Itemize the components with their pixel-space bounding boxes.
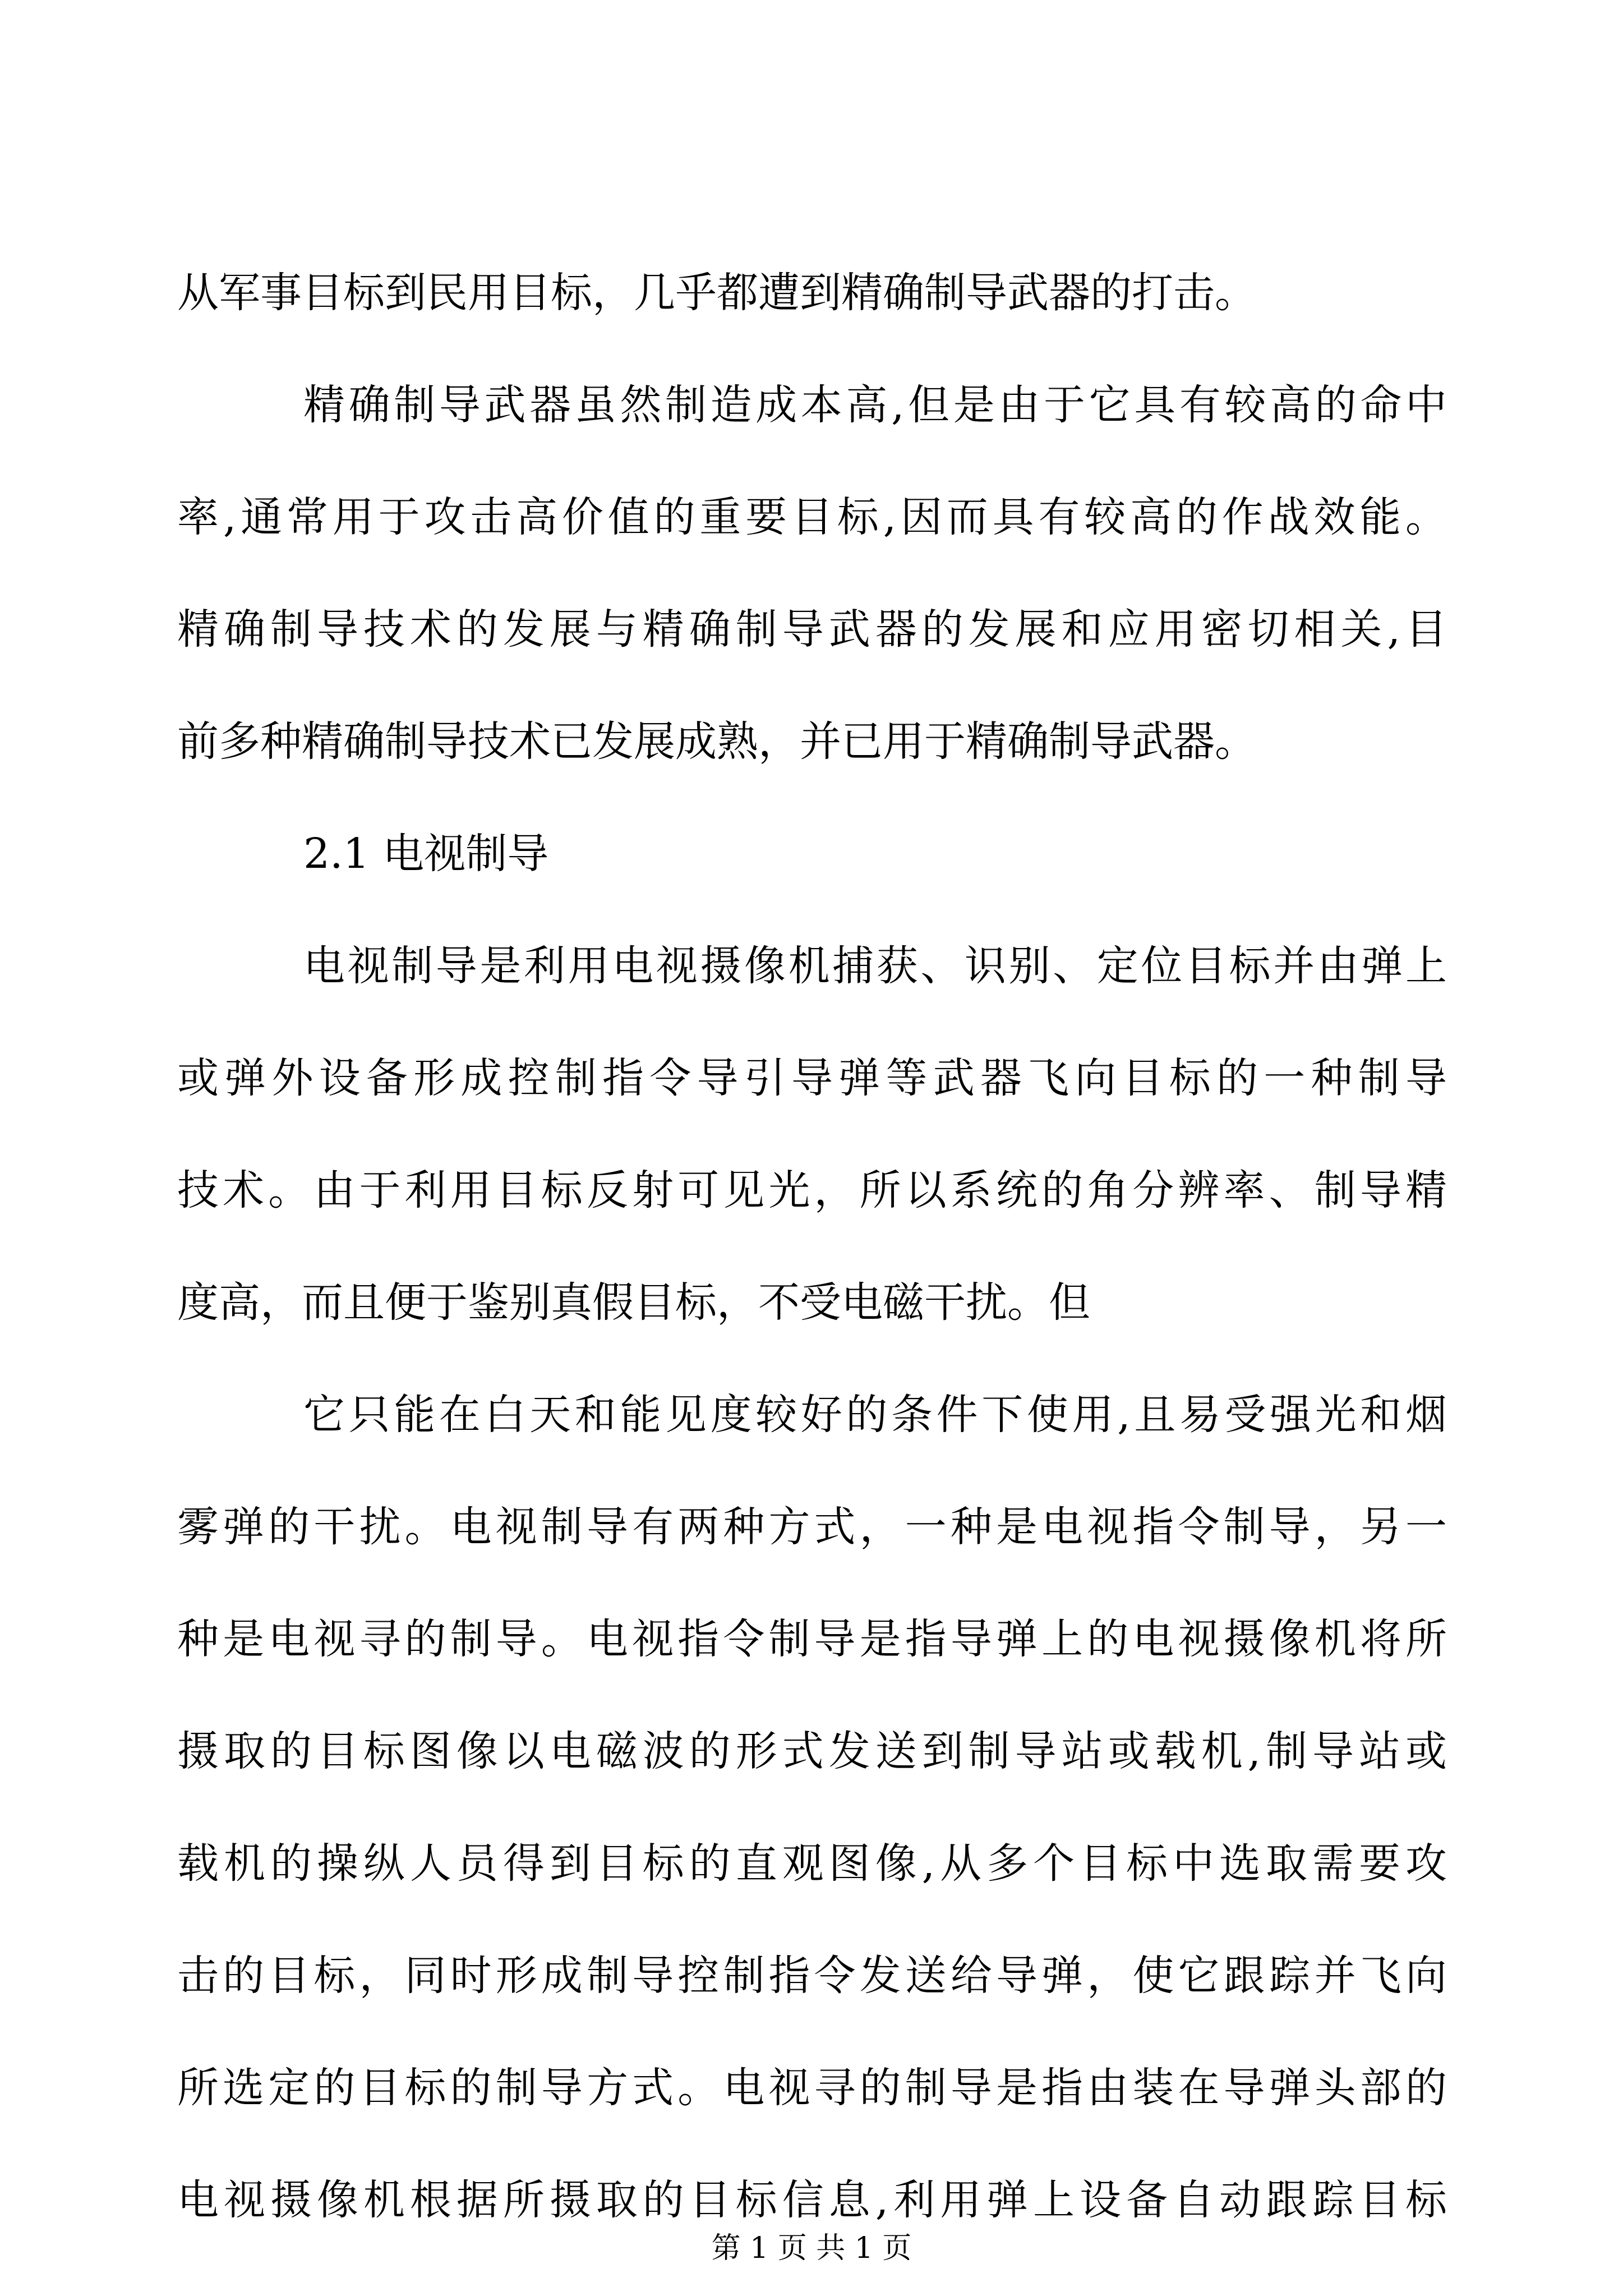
page-footer: 第 1 页 共 1 页 [711, 2231, 912, 2265]
body-text-line: 精确制导武器虽然制造成本高,但是由于它具有较高的命中 [303, 381, 1447, 429]
body-text-line: 雾弹的干扰。电视制导有两种方式，一种是电视指令制导，另一 [177, 1503, 1447, 1551]
body-text-line: 电视摄像机根据所摄取的目标信息,利用弹上设备自动跟踪目标 [177, 2176, 1447, 2224]
body-text-line: 种是电视寻的制导。电视指令制导是指导弹上的电视摄像机将所 [177, 1615, 1447, 1663]
body-text-line: 从军事目标到民用目标，几乎都遭到精确制导武器的打击。 [177, 269, 1256, 317]
body-text-line: 电视制导是利用电视摄像机捕获、识别、定位目标并由弹上 [303, 942, 1447, 990]
body-text-line: 它只能在白天和能见度较好的条件下使用,且易受强光和烟 [303, 1391, 1447, 1439]
body-text-line: 技术。由于利用目标反射可见光，所以系统的角分辨率、制导精 [177, 1166, 1447, 1214]
body-text-line: 前多种精确制导技术已发展成熟，并已用于精确制导武器。 [177, 717, 1256, 766]
body-text-line: 载机的操纵人员得到目标的直观图像,从多个目标中选取需要攻 [177, 1839, 1447, 1888]
body-text-line: 所选定的目标的制导方式。电视寻的制导是指由装在导弹头部的 [177, 2064, 1447, 2112]
section-heading: 2.1 电视制导 [303, 830, 549, 878]
body-text-line: 摄取的目标图像以电磁波的形式发送到制导站或载机,制导站或 [177, 1727, 1447, 1775]
body-text-line: 击的目标，同时形成制导控制指令发送给导弹，使它跟踪并飞向 [177, 1952, 1447, 2000]
body-text-line: 精确制导技术的发展与精确制导武器的发展和应用密切相关,目 [177, 605, 1447, 654]
body-text-line: 率,通常用于攻击高价值的重要目标,因而具有较高的作战效能。 [177, 493, 1447, 541]
body-text-line: 度高，而且便于鉴别真假目标，不受电磁干扰。但 [177, 1278, 1090, 1327]
body-text-line: 或弹外设备形成控制指令导引导弹等武器飞向目标的一种制导 [177, 1054, 1447, 1102]
